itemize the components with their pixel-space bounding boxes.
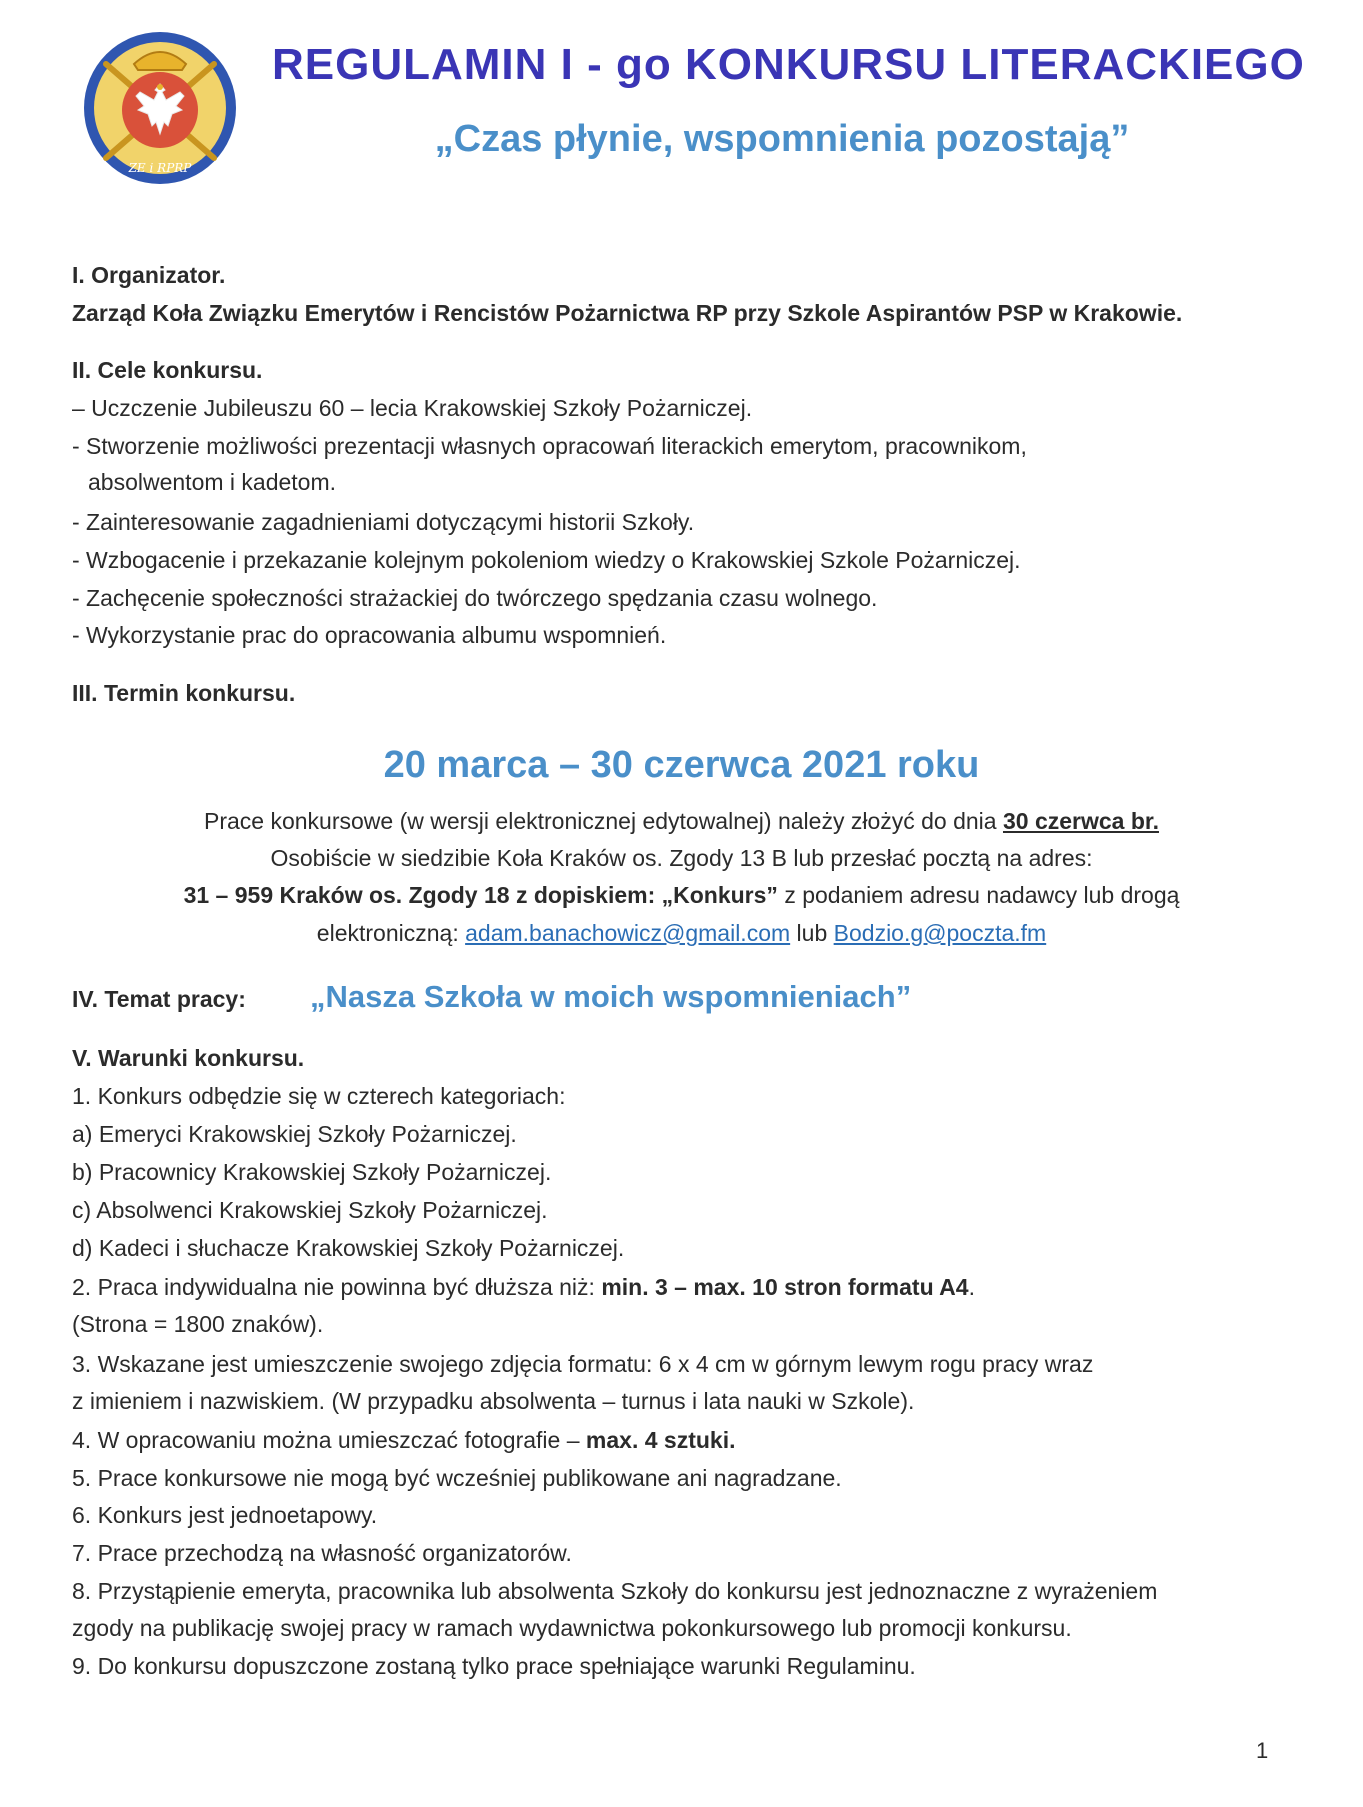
submission-deadline-text: Prace konkursowe (w wersji elektronicznej edytowalnej) należy złożyć do dnia [204,808,1003,834]
organization-logo [82,30,238,186]
condition-text: 2. Praca indywidualna nie powinna być dłuższa niż: [72,1274,602,1300]
email-link-primary[interactable]: adam.banachowicz@gmail.com [465,920,791,946]
section-organizer-text: Zarząd Koła Związku Emerytów i Rencistów Pożarnictwa RP przy Szkole Aspirantów PSP w Krakowie. [72,300,1183,326]
goal-item: - Wzbogacenie i przekazanie kolejnym pokoleniom wiedzy o Krakowskiej Szkole Pożarniczej. [72,547,1021,573]
section-goals-heading: II. Cele konkursu. [72,357,263,383]
goal-item: - Zachęcenie społeczności strażackiej do twórczego spędzania czasu wolnego. [72,585,878,611]
email-link-secondary[interactable]: Bodzio.g@poczta.fm [833,920,1047,946]
submission-address-line: Osobiście w siedzibie Koła Kraków os. Zgody 13 B lub przesłać pocztą na adres: [270,845,1093,871]
email-label: elektroniczną: [316,920,466,946]
photo-limit: max. 4 sztuki. [585,1427,736,1453]
contest-date-range: 20 marca – 30 czerwca 2021 roku [383,744,980,786]
section-theme-heading: IV. Temat pracy: [72,986,246,1012]
logo-text: ZE i RPRP [128,161,192,175]
page-limit: min. 3 – max. 10 stron formatu A4 [601,1274,969,1300]
goal-item-continuation: absolwentom i kadetom. [88,469,337,495]
deadline-date: 30 czerwca br. [1002,808,1159,834]
category-item: a) Emeryci Krakowskiej Szkoły Pożarniczej. [72,1121,517,1147]
fire-service-eagle-emblem-icon [82,30,238,186]
condition-item-continuation: (Strona = 1800 znaków). [72,1311,324,1337]
condition-item: 7. Prace przechodzą na własność organizatorów. [72,1540,572,1566]
document-title: REGULAMIN I - go KONKURSU LITERACKIEGO [272,40,1305,89]
goal-item: - Zainteresowanie zagadnieniami dotyczącymi historii Szkoły. [72,509,695,535]
section-conditions-heading: V. Warunki konkursu. [72,1045,305,1071]
condition-item: 3. Wskazane jest umieszczenie swojego zdjęcia formatu: 6 x 4 cm w górnym lewym rogu pracy wraz [72,1351,1094,1377]
goal-item: - Stworzenie możliwości prezentacji własnych opracowań literackich emerytom, pracownikom, [72,433,1027,459]
goal-item: - Wykorzystanie prac do opracowania albumu wspomnień. [72,622,667,648]
submission-email-line [0,918,1363,948]
condition-item-continuation: zgody na publikację swojej pracy w ramach wydawnictwa pokonkursowego lub promocji konkursu. [72,1615,1072,1641]
postal-note: z podaniem adresu nadawcy lub drogą [777,882,1180,908]
postal-address: 31 – 959 Kraków os. Zgody 18 z dopiskiem: „Konkurs” [183,882,778,908]
category-item: d) Kadeci i słuchacze Krakowskiej Szkoły Pożarniczej. [72,1235,625,1261]
condition-item: 8. Przystąpienie emeryta, pracownika lub absolwenta Szkoły do konkursu jest jednoznaczne z wyrażeniem [72,1578,1158,1604]
condition-text: 4. W opracowaniu można umieszczać fotografie – [72,1427,586,1453]
condition-period: . [968,1274,975,1300]
submission-deadline-line [0,806,1363,836]
section-term-heading: III. Termin konkursu. [72,680,296,706]
category-item: c) Absolwenci Krakowskiej Szkoły Pożarniczej. [72,1197,548,1223]
condition-item: 5. Prace konkursowe nie mogą być wcześniej publikowane ani nagradzane. [72,1465,842,1491]
page-number: 1 [1256,1738,1269,1763]
document-subtitle: „Czas płynie, wspomnienia pozostają” [434,118,1130,160]
condition-item [72,1272,975,1302]
category-item: b) Pracownicy Krakowskiej Szkoły Pożarniczej. [72,1159,552,1185]
condition-item [72,1425,735,1455]
goal-item: – Uczczenie Jubileuszu 60 – lecia Krakowskiej Szkoły Pożarniczej. [72,395,753,421]
submission-postal-line [0,880,1363,910]
condition-item: 1. Konkurs odbędzie się w czterech kategoriach: [72,1083,566,1109]
condition-item-continuation: z imieniem i nazwiskiem. (W przypadku absolwenta – turnus i lata nauki w Szkole). [72,1388,915,1414]
condition-item: 9. Do konkursu dopuszczone zostaną tylko prace spełniające warunki Regulaminu. [72,1653,916,1679]
contest-theme: „Nasza Szkoła w moich wspomnieniach” [310,979,912,1014]
condition-item: 6. Konkurs jest jednoetapowy. [72,1502,378,1528]
section-organizer-heading: I. Organizator. [72,262,226,288]
email-separator: lub [790,920,834,946]
